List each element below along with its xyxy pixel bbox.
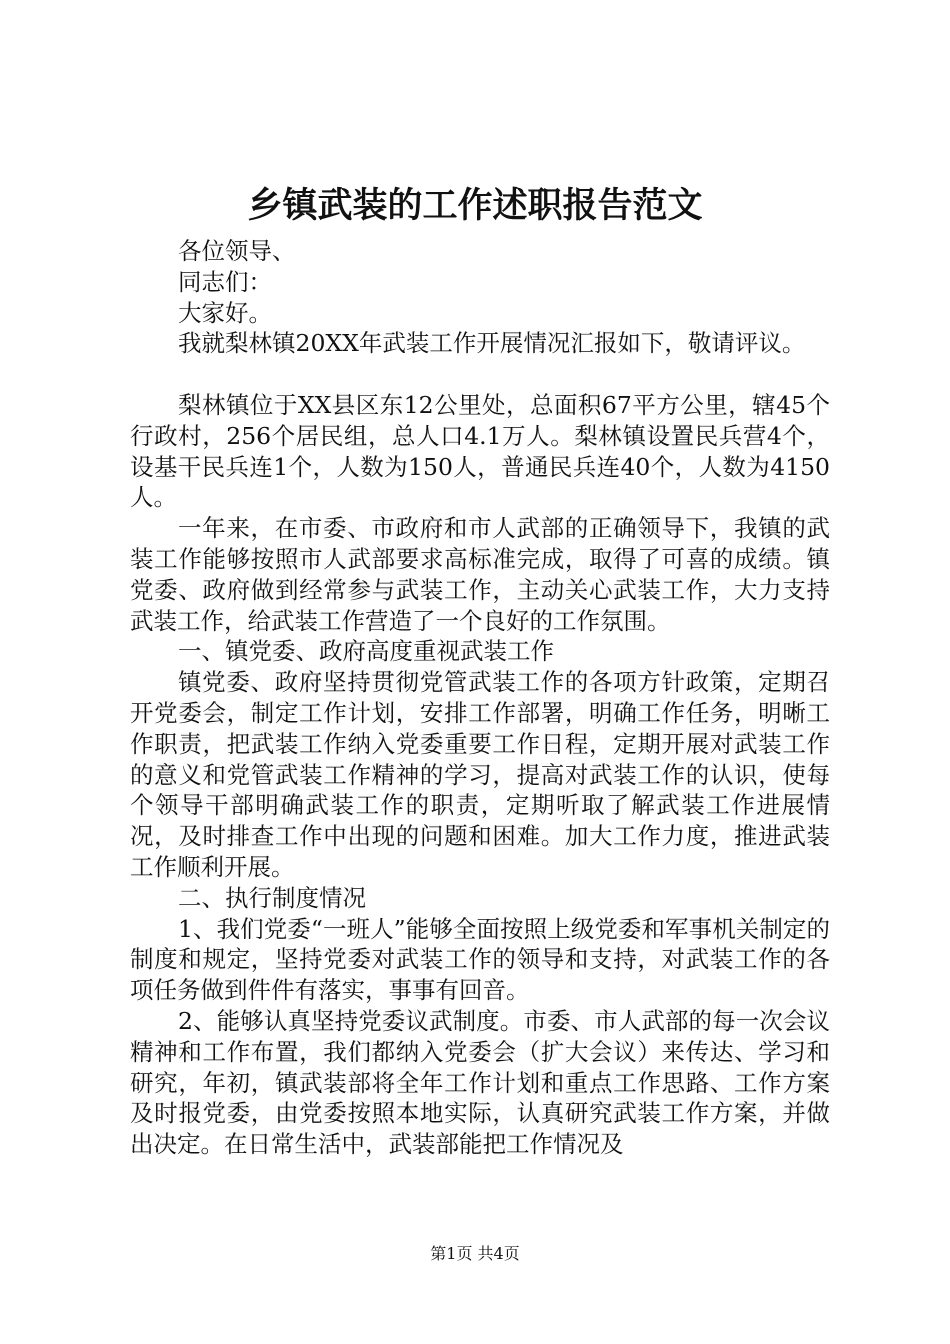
intro-line: 我就梨林镇20XX年武装工作开展情况汇报如下，敬请评议。: [178, 329, 806, 358]
paragraph: 2、能够认真坚持党委议武制度。市委、市人武部的每一次会议精神和工作布置，我们都纳入党委会（扩大会议）来传达、学习和研究，年初，镇武装部将全年工作计划和重点工作思路、工作方案及时报党委，由党委按照本地实际，认真研究武装工作方案，并做出决定。在日常生活中，武装部能把工作情况及: [130, 1006, 830, 1159]
paragraph: 1、我们党委“一班人”能够全面按照上级党委和军事机关制定的制度和规定，坚持党委对武装工作的领导和支持，对武装工作的各项任务做到件件有落实，事事有回音。: [130, 914, 830, 1005]
greeting-line: 同志们：: [178, 267, 272, 296]
paragraph: 一年来，在市委、市政府和市人武部的正确领导下，我镇的武装工作能够按照市人武部要求高标准完成，取得了可喜的成绩。镇党委、政府做到经常参与武装工作，主动关心武装工作，大力支持武装工作，给武装工作营造了一个良好的工作氛围。: [130, 514, 830, 635]
document-title: 乡镇武装的工作述职报告范文: [247, 185, 703, 226]
document-body: [130, 236, 830, 1160]
section-heading: 二、执行制度情况: [178, 883, 366, 912]
section-heading: 一、镇党委、政府高度重视武装工作: [178, 637, 554, 666]
paragraph: 梨林镇位于XX县区东12公里处，总面积67平方公里，辖45个行政村，256个居民组，总人口4.1万人。梨林镇设置民兵营4个，设基干民兵连1个，人数为150人，普通民兵连40个，人数为4150人。: [130, 390, 830, 512]
page-footer: 第1页 共4页: [430, 1244, 520, 1263]
paragraph-gap: [130, 359, 830, 390]
greeting-line: 大家好。: [178, 298, 272, 327]
paragraph: 镇党委、政府坚持贯彻党管武装工作的各项方针政策，定期召开党委会，制定工作计划，安排工作部署，明确工作任务，明晰工作职责，把武装工作纳入党委重要工作日程，定期开展对武装工作的意义和党管武装工作精神的学习，提高对武装工作的认识，使每个领导干部明确武装工作的职责，定期听取了解武装工作进展情况，及时排查工作中出现的问题和困难。加大工作力度，推进武装工作顺利开展。: [130, 668, 830, 881]
greeting-line: 各位领导、: [178, 237, 296, 265]
